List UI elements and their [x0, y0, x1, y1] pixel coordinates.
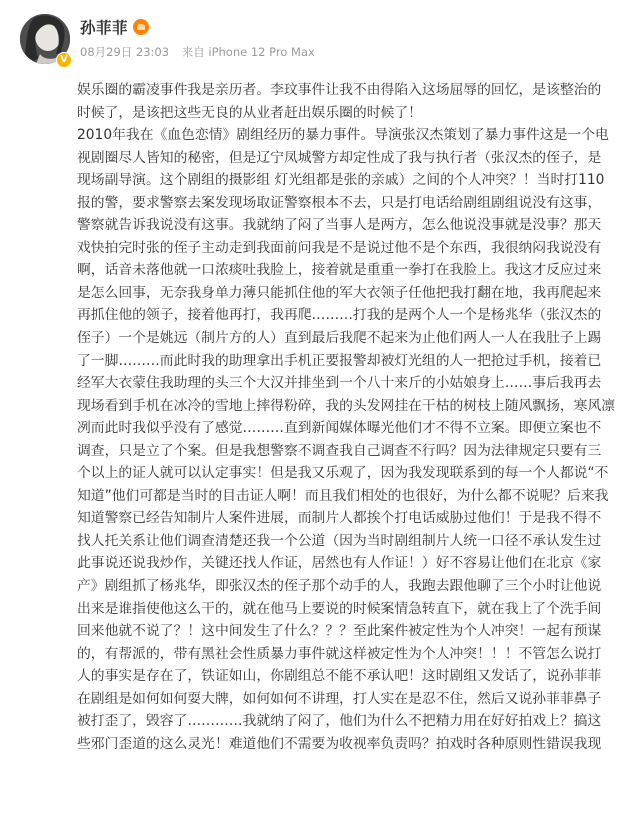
- post-text-line: 在剧组是如何如何耍大牌，如何如何不讲理，打人实在是忍不住，然后又说孙菲菲鼻子: [77, 690, 602, 707]
- post-text-line: 报的警，要求警察去案发现场取证警察根本不去，只是打电话给剧组剧组说没有这事，: [77, 194, 602, 211]
- verified-v-icon: V: [56, 52, 72, 68]
- post-text-line: 经军大衣蒙住我助理的头三个大汉并排坐到一个八十来斤的小姑娘身上……事后我再去: [77, 375, 602, 392]
- post-text-line: 调查，只是立了个案。但是我想警察不调查我自己调查不行吗？因为法律规定只要有三: [77, 442, 602, 459]
- post-text-line: 出来是谁指使他这么干的，就在他马上要说的时候案情急转直下，就在我上了个洗手间: [77, 600, 602, 617]
- post-paragraph: [77, 79, 623, 124]
- post-text-line: 回来他就不说了？！这中间发生了什么？？？至此案件被定性为个人冲突！一起有预谋: [77, 623, 602, 640]
- post-text-line: 冽而此时我似乎没有了感觉………直到新闻媒体曝光他们才不得不立案。即便立案也不: [77, 420, 602, 437]
- post-text-line: 个以上的证人就可以认定事实！但是我又乐观了，因为我发现联系到的每一个人都说“不: [77, 465, 609, 482]
- post-text-line: 找人托关系让他们调查清楚还我一个公道（因为当时剧组制片人统一口径不承认发生过: [77, 532, 602, 549]
- post-text-line: 警察就告诉我说没有这事。我就纳了闷了当事人是两方，怎么他说没事就是没事？那天: [77, 217, 602, 234]
- post-text-line: 知道”他们可都是当时的目击证人啊！而且我们相处的也很好，为什么都不说呢？后来我: [77, 487, 609, 504]
- post-text-line: 人的事实是存在了，铁证如山，你剧组总不能不承认吧！这时剧组又发话了，说孙菲菲: [77, 668, 602, 685]
- post-source: 来自 iPhone 12 Pro Max: [181, 45, 315, 59]
- post-text-line: 被打歪了，毁容了…………我就纳了闷了，他们为什么不把精力用在好好拍戏上？搞这: [77, 713, 602, 730]
- post-paragraph: [77, 124, 623, 755]
- post-text-line: 知道警察已经告知制片人案件进展，而制片人都挨个打电话威胁过他们！于是我不得不: [77, 510, 602, 527]
- user-name-row: [80, 16, 149, 38]
- vip-crown-icon[interactable]: [133, 19, 149, 35]
- post-meta: [80, 44, 315, 60]
- post-text-line: 的，有帮派的，带有黑社会性质暴力事件就这样被定性为个人冲突！！！不管怎么说打: [77, 645, 602, 662]
- post-date-time[interactable]: 08月29日 23:03: [80, 45, 170, 59]
- post-header: [0, 0, 631, 78]
- post-text-line: 再抓住他的领子，接着他再打，我再爬………打我的是两个人一个是杨兆华（张汉杰的: [77, 307, 602, 324]
- post-text-line: 时候了，是该把这些无良的从业者赶出娱乐圈的时候了！: [77, 104, 422, 121]
- post-text-line: 娱乐圈的霸凌事件我是亲历者。李玟事件让我不由得陷入这场屈辱的回忆，是该整治的: [77, 82, 602, 98]
- post-text-line: 啊，话音未落他就一口浓痰吐我脸上，接着就是重重一拳打在我脸上。我这才反应过来: [77, 262, 602, 279]
- post-text-line: 此事说还说我炒作，关键还找人作证，居然也有人作证！）好不容易让他们在北京《家: [77, 555, 602, 572]
- post-text-line: 些邪门歪道的这么灵光！难道他们不需要为收视率负责吗？拍戏时各种原则性错误我现: [77, 735, 602, 752]
- post-text-line: 2010年我在《血色恋情》剧组经历的暴力事件。导演张汉杰策划了暴力事件这是一个电: [77, 127, 609, 144]
- post-text-line: 现场副导演。这个剧组的摄影组 灯光组都是张的亲戚）之间的个人冲突？！当时打110: [77, 172, 605, 189]
- user-name[interactable]: 孙菲菲: [80, 19, 129, 37]
- post-text-line: 是怎么回事，无奈我身单力薄只能抓住他的军大衣领子任他把我打翻在地，我再爬起来: [77, 284, 602, 301]
- post-text-line: 现场看到手机在冰冷的雪地上摔得粉碎，我的头发网挂在干枯的树枝上随风飘扬，寒风凛: [77, 397, 616, 414]
- post-content: [77, 79, 623, 755]
- post-text-line: 侄子）一个是姚远（制片方的人）直到最后我爬不起来为止他们两人一人在我肚子上踢: [77, 330, 602, 347]
- post-text-line: 产》剧组抓了杨兆华，即张汉杰的侄子那个动手的人，我跑去跟他聊了三个小时让他说: [77, 578, 602, 595]
- post-text-line: 戏快拍完时张的侄子主动走到我面前问我是不是说过他不是个东西，我很纳闷我说没有: [77, 239, 602, 256]
- post-text-line: 了一脚………而此时我的助理拿出手机正要报警却被灯光组的人一把抢过手机，接着已: [77, 352, 602, 369]
- post-text-line: 视剧圈尽人皆知的秘密，但是辽宁凤城警方却定性成了我与执行者（张汉杰的侄子，是: [77, 149, 602, 166]
